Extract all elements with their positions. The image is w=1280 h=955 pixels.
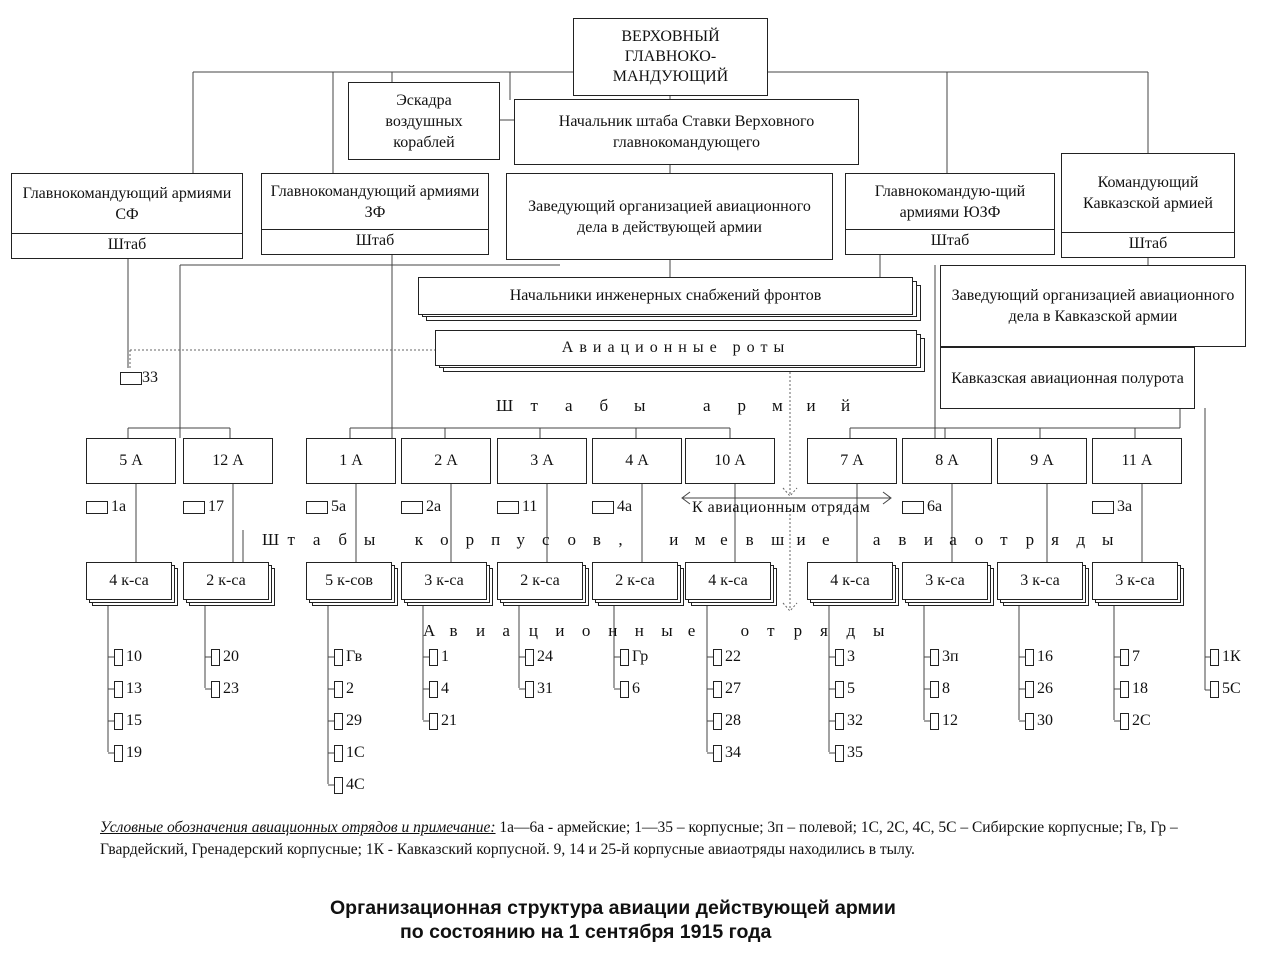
army-box: [592, 438, 682, 484]
army-box: [401, 438, 491, 484]
detachment-icon: [930, 713, 939, 730]
detachment-icon: [429, 681, 438, 698]
corps-box: [401, 562, 491, 606]
detachment-icon: [620, 681, 629, 698]
caucasus-command-title: Командующий Кавказской армией: [1083, 174, 1213, 212]
detachment-icon: [334, 713, 343, 730]
corps-label: 3 к-са: [1020, 572, 1060, 589]
front-sf-box: [11, 173, 243, 259]
army-label: 9 А: [1030, 452, 1054, 469]
corps-box: [807, 562, 897, 606]
detachment-icon: [835, 681, 844, 698]
army-label: 1 А: [339, 452, 363, 469]
to-detachments-label: К авиационным отрядам: [692, 499, 871, 516]
army-label: 3 А: [530, 452, 554, 469]
corps-label: 4 к-са: [830, 572, 870, 589]
front-yuzf-box: [845, 173, 1055, 255]
detachment-icon: [429, 649, 438, 666]
corps-box: [1092, 562, 1182, 606]
corps-detachment: 2: [334, 680, 354, 698]
caucasus-aviation-head-label: Заведующий организацией авиационного дела в Кавказской армии: [951, 287, 1235, 325]
corps-detachment: 6: [620, 680, 640, 698]
detachment-icon: [713, 745, 722, 762]
corps-detachment: 19: [114, 744, 142, 762]
detachment-icon: [429, 713, 438, 730]
corps-label: 2 к-са: [206, 572, 246, 589]
corps-detachment: Гр: [620, 648, 648, 666]
detachment-icon: [1025, 681, 1034, 698]
detachment-icon: [1092, 501, 1114, 514]
front-zf-box: [261, 173, 489, 255]
army-box: [183, 438, 273, 484]
corps-detachment: 3: [835, 648, 855, 666]
detachment-icon: [525, 681, 534, 698]
corps-detachment: 5: [835, 680, 855, 698]
army-detachment: 1а: [86, 498, 126, 516]
corps-label: 4 к-са: [109, 572, 149, 589]
detachment-icon: [334, 649, 343, 666]
chief-of-staff-label: Начальник штаба Ставки Верховного главнокомандующего: [558, 113, 815, 151]
caucasus-aviation-head-box: [940, 265, 1246, 347]
corps-box: [592, 562, 682, 606]
corps-detachment: 1: [429, 648, 449, 666]
corps-detachment: 7: [1120, 648, 1140, 666]
corps-detachment: 15: [114, 712, 142, 730]
detachment-icon: [86, 501, 108, 514]
army-detachment: 17: [183, 498, 224, 516]
corps-detachment: 26: [1025, 680, 1053, 698]
detachment-icon: [120, 372, 142, 385]
corps-label: 3 к-са: [1115, 572, 1155, 589]
corps-detachment: 34: [713, 744, 741, 762]
detachment-icon: [497, 501, 519, 514]
corps-detachment: 16: [1025, 648, 1053, 666]
army-detachment: 11: [497, 498, 537, 516]
army-box: [306, 438, 396, 484]
corps-label: 3 к-са: [424, 572, 464, 589]
corps-detachment: 18: [1120, 680, 1148, 698]
army-label: 8 А: [935, 452, 959, 469]
army-detachment: 3а: [1092, 498, 1132, 516]
corps-detachment: 8: [930, 680, 950, 698]
aviation-head-box: [506, 173, 833, 260]
detachment-icon: [713, 713, 722, 730]
detachment-icon: [1210, 649, 1219, 666]
army-box: [902, 438, 992, 484]
detachment-icon: [525, 649, 534, 666]
army-label: 2 А: [434, 452, 458, 469]
caucasus-command-staff: Штаб: [1062, 232, 1234, 257]
detachment-icon: [1210, 681, 1219, 698]
corps-detachment: 35: [835, 744, 863, 762]
aviation-head-label: Заведующий организацией авиационного дела в действующей армии: [528, 197, 811, 236]
detachment-icon: [930, 649, 939, 666]
corps-detachment: 29: [334, 712, 362, 730]
corps-detachment: 24: [525, 648, 553, 666]
army-label: 5 А: [119, 452, 143, 469]
corps-label: 3 к-са: [925, 572, 965, 589]
chief-of-staff-box: [514, 99, 859, 165]
legend: [100, 817, 1240, 860]
detachment-icon: [1120, 681, 1129, 698]
detachment-icon: [902, 501, 924, 514]
corps-detachment: 28: [713, 712, 741, 730]
detachment-icon: [835, 745, 844, 762]
detachment-icon: [401, 501, 423, 514]
detachment-icon: [620, 649, 629, 666]
army-box: [1092, 438, 1182, 484]
corps-detachment: 4С: [334, 776, 365, 794]
detachment-icon: [114, 681, 123, 698]
corps-label: 5 к-сов: [325, 572, 373, 589]
front-yuzf-title: Главнокомандую-щий армиями ЮЗФ: [874, 182, 1026, 221]
army-label: 10 А: [714, 452, 746, 469]
detachment-icon: [114, 713, 123, 730]
aviation-companies-stack: [435, 330, 930, 376]
detachment-icon: [835, 649, 844, 666]
corps-detachment: 27: [713, 680, 741, 698]
corps-label: 2 к-са: [520, 572, 560, 589]
front-zf-title: Главнокомандующий армиями ЗФ: [270, 182, 480, 221]
corps-detachment: 30: [1025, 712, 1053, 730]
corps-box: [902, 562, 992, 606]
detachment-icon: [334, 745, 343, 762]
front-sf-title: Главнокомандующий армиями СФ: [22, 184, 232, 223]
corps-detachment: 13: [114, 680, 142, 698]
caucasus-halfcompany-label: Кавказская авиационная полурота: [951, 369, 1184, 387]
army-detachment: 2а: [401, 498, 441, 516]
detachment-icon: [334, 681, 343, 698]
aviation-companies-label: Авиационные роты: [561, 339, 791, 356]
detachment-icon: [183, 501, 205, 514]
detachment-icon: [592, 501, 614, 514]
army-box: [997, 438, 1087, 484]
corps-detachment: 2С: [1120, 712, 1151, 730]
corps-detachment: 3п: [930, 648, 959, 666]
corps-detachment: 1С: [334, 744, 365, 762]
army-box: [807, 438, 897, 484]
army-detachment: 5а: [306, 498, 346, 516]
corps-detachment: 12: [930, 712, 958, 730]
corps-box: [497, 562, 587, 606]
detachment-icon: [114, 745, 123, 762]
detachment-icon: [835, 713, 844, 730]
detachment-icon: [713, 681, 722, 698]
front-sf-staff: Штаб: [12, 233, 242, 258]
army-detachment: 4а: [592, 498, 632, 516]
legend-text: 1а—6а - армейские; 1—35 – корпусные; 3п – полевой; 1С, 2С, 4С, 5С – Сибирские корпусные; Гв, Гр – Гвардейский, Гренадерский корпусные; 1К - Кавказский корпусной. 9, 14 и 25-й корпусные авиаотряды находились в тылу.: [100, 819, 1178, 858]
corps-detachment: 10: [114, 648, 142, 666]
army-box: [685, 438, 775, 484]
corps-label: 4 к-са: [708, 572, 748, 589]
corps-detachment: 4: [429, 680, 449, 698]
detachment-icon: [1120, 649, 1129, 666]
supreme-commander-box: [573, 18, 768, 96]
army-staffs-label: Ш т а б ы а р м и й: [496, 396, 851, 415]
corps-detachment: 32: [835, 712, 863, 730]
detachment-icon: [713, 649, 722, 666]
corps-staffs-label: Ш т а б ы к о р п у с о в , и м е в ш и е а в и а о т р я д ы: [262, 530, 1114, 549]
detachment-icon: [334, 777, 343, 794]
engineers-label: Начальники инженерных снабжений фронтов: [509, 287, 822, 304]
supreme-commander-label: ВЕРХОВНЫЙ ГЛАВНОКО-МАНДУЮЩИЙ: [612, 28, 729, 85]
corps-detachment: 22: [713, 648, 741, 666]
detachment-icon: [211, 649, 220, 666]
army-label: 7 А: [840, 452, 864, 469]
legend-title: Условные обозначения авиационных отрядов и примечание:: [100, 819, 496, 836]
squadron-box: [348, 82, 500, 160]
corps-box: [306, 562, 396, 606]
detachment-5c: 5С: [1210, 680, 1241, 698]
corps-detachment: 23: [211, 680, 239, 698]
army-label: 4 А: [625, 452, 649, 469]
detachment-icon: [306, 501, 328, 514]
corps-detachment: 31: [525, 680, 553, 698]
corps-detachment: 21: [429, 712, 457, 730]
front-yuzf-staff: Штаб: [846, 229, 1054, 254]
front-zf-staff: Штаб: [262, 229, 488, 254]
detachment-icon: [1025, 649, 1034, 666]
detachment-icon: [1120, 713, 1129, 730]
army-box: [86, 438, 176, 484]
detachment-33: 33: [120, 369, 158, 387]
detachments-label: А в и а ц и о н н ы е о т р я д ы: [423, 621, 885, 640]
army-detachment: 6а: [902, 498, 942, 516]
army-label: 12 А: [212, 452, 244, 469]
caucasus-halfcompany-box: [940, 347, 1195, 409]
detachment-icon: [930, 681, 939, 698]
army-label: 11 А: [1121, 452, 1153, 469]
corps-box: [997, 562, 1087, 606]
corps-detachment: Гв: [334, 648, 362, 666]
army-box: [497, 438, 587, 484]
corps-label: 2 к-са: [615, 572, 655, 589]
corps-box: [183, 562, 273, 606]
corps-box: [685, 562, 775, 606]
corps-detachment: 20: [211, 648, 239, 666]
squadron-label: Эскадра воздушных кораблей: [385, 91, 463, 151]
detachment-icon: [1025, 713, 1034, 730]
engineers-stack: [418, 277, 928, 325]
detachment-icon: [114, 649, 123, 666]
detachment-icon: [211, 681, 220, 698]
corps-box: [86, 562, 176, 606]
caucasus-command-box: [1061, 153, 1235, 258]
detachment-1k: 1К: [1210, 648, 1241, 666]
